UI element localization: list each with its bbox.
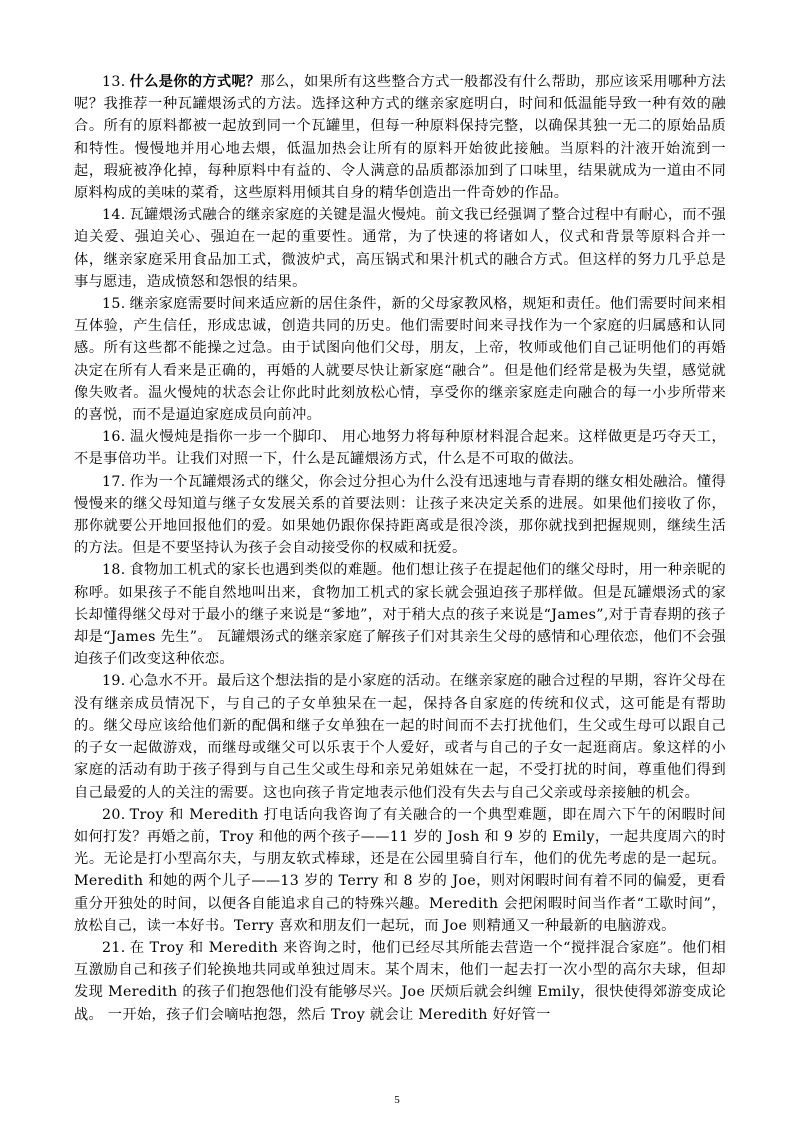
paragraph-13 [74,71,726,204]
paragraph-text: Troy 和 Meredith 打电话向我咨询了有关融合的一个典型难题，即在周六下午的闲暇时间如何打发？再婚之前，Troy 和他的两个孩子——11 岁的 Josh 和 9 岁的 Emily，一起共度周六的时光。无论是打小型高尔夫，与朋友软式棒球，还是在公园里骑自行车，他们的优先考虑的是一起玩。Meredith 和她的两个儿子——13 岁的 Terry 和 8 岁的 Joe，则对闲暇时间有着不同的偏爱，更看重分开独处的时间，以便各自能追求自己的特殊兴趣。Meredith 会把闲暇时间当作者“工歇时间”，放松自己，读一本好书。Terry 喜欢和朋友们一起玩，而 Joe 则精通又一种最新的电脑游戏。 [74,806,726,934]
paragraph-number: 16. [102,429,126,446]
paragraph-20 [74,804,726,937]
paragraph-lead-question: 什么是你的方式呢？ [129,74,261,90]
paragraph-19 [74,670,726,803]
paragraph-text: 心急水不开。最后这个想法指的是小家庭的活动。在继亲家庭的融合过程的早期，容许父母在没有继亲成员情况下，与自己的子女单独呆在一起，保持各自家庭的传统和仪式，这可能是有帮助的。继父母应该给他们新的配偶和继子女单独在一起的时间而不去打扰他们，生父或生母可以跟自己的子女一起做游戏，而继母或继父可以乐衷于个人爱好，或者与自己的子女一起逛商店。象这样的小家庭的活动有助于孩子得到与自己生父或生母和亲兄弟姐妹在一起，不受打扰的时间，尊重他们得到自己最爱的人的关注的需要。这也向孩子肯定地表示他们没有失去与自己父亲或母亲接触的机会。 [74,673,726,801]
paragraph-17 [74,471,726,560]
paragraph-number: 13. [102,74,126,90]
paragraph-15 [74,293,726,426]
page-number: 5 [394,1094,400,1106]
paragraph-21 [74,937,726,1026]
paragraph-text: 那么，如果所有这些整合方式一般都没有什么帮助，那应该采用哪种方法呢？我推荐一种瓦罐煨汤式的方法。选择这种方式的继亲家庭明白，时间和低温能导致一种有效的融合。所有的原料都被一起放到同一个瓦罐里，但每一种原料保持完整，以确保其独一无二的原始品质和特性。慢慢地并用心地去煨，低温加热会让所有的原料开始彼此接触。当原料的汁液开始流到一起，瑕疵被净化掉，每种原料中有益的、令人满意的品质都添加到了口味里，结果就成为一道由不同原料构成的美味的菜肴，这些原料用倾其自身的精华创造出一件奇妙的作品。 [74,74,726,202]
paragraph-text: 温火慢炖是指你一步一个脚印、 用心地努力将每种原材料混合起来。这样做更是巧夺天工，不是事倍功半。让我们对照一下，什么是瓦罐煨汤方式，什么是不可取的做法。 [74,429,726,468]
paragraph-text: 在 Troy 和 Meredith 来咨询之时，他们已经尽其所能去营造一个“搅拌混合家庭”。他们相互激励自己和孩子们轮换地共同或单独过周末。某个周末，他们一起去打一次小型的高尔夫球，但却发现 Meredith 的孩子们抱怨他们没有能够尽兴。Joe 厌烦后就会纠缠 Emily，很快使得郊游变成论战。 一开始，孩子们会嘀咕抱怨，然后 Troy 就会让 Meredith 好好管一 [74,939,726,1023]
paragraph-text: 继亲家庭需要时间来适应新的居住条件，新的父母家教风格，规矩和责任。他们需要时间来相互体验，产生信任，形成忠诚，创造共同的历史。他们需要时间来寻找作为一个家庭的归属感和认同感。所有这些都不能操之过急。由于试图向他们父母，朋友，上帝，牧师或他们自己证明他们的再婚决定在所有人看来是正确的，再婚的人就要尽快让新家庭“融合”。但是他们经常是极为失望，感觉就像失败者。温火慢炖的状态会让你此时此刻放松心情，享受你的继亲家庭走向融合的每一小步所带来的喜悦，而不是逼迫家庭成员向前冲。 [74,296,726,424]
paragraph-number: 18. [102,562,126,579]
paragraph-18 [74,559,726,670]
paragraph-text: 作为一个瓦罐煨汤式的继父，你会过分担心为什么没有迅速地与青春期的继女相处融洽。懂得慢慢来的继父母知道与继子女发展关系的首要法则：让孩子来决定关系的进展。如果他们接收了你，那你就要公开地回报他们的爱。如果她仍跟你保持距离或是很冷淡，那你就找到把握规则，继续生活的方法。但是不要坚持认为孩子会自动接受你的权威和抚爱。 [74,473,726,557]
document-body [74,71,726,1026]
paragraph-number: 20. [102,806,126,823]
paragraph-number: 14. [102,207,126,224]
paragraph-text: 食物加工机式的家长也遇到类似的难题。他们想让孩子在提起他们的继父母时，用一种亲昵的称呼。如果孩子不能自然地叫出来，食物加工机式的家长就会强迫孩子那样做。但是瓦罐煨汤式的家长却懂得继父母对于最小的继子来说是“爹地”，对于稍大点的孩子来说是“James”,对于青春期的孩子却是“James 先生”。 瓦罐煨汤式的继亲家庭了解孩子们对其亲生父母的感情和心理依恋，他们不会强迫孩子们改变这种依恋。 [74,562,726,668]
paragraph-14 [74,204,726,293]
paragraph-number: 19. [102,673,126,690]
paragraph-number: 21. [102,939,126,956]
paragraph-number: 17. [102,473,126,490]
paragraph-number: 15. [102,296,126,313]
paragraph-16 [74,426,726,470]
paragraph-text: 瓦罐煨汤式融合的继亲家庭的关键是温火慢炖。前文我已经强调了整合过程中有耐心，而不强迫关爱、强迫关心、强迫在一起的重要性。通常，为了快速的将诸如人，仪式和背景等原料合并一体，继亲家庭采用食品加工式，微波炉式，高压锅式和果汁机式的融合方式。但这样的努力几乎总是事与愿违，造成愤怒和怨恨的结果。 [74,207,726,290]
